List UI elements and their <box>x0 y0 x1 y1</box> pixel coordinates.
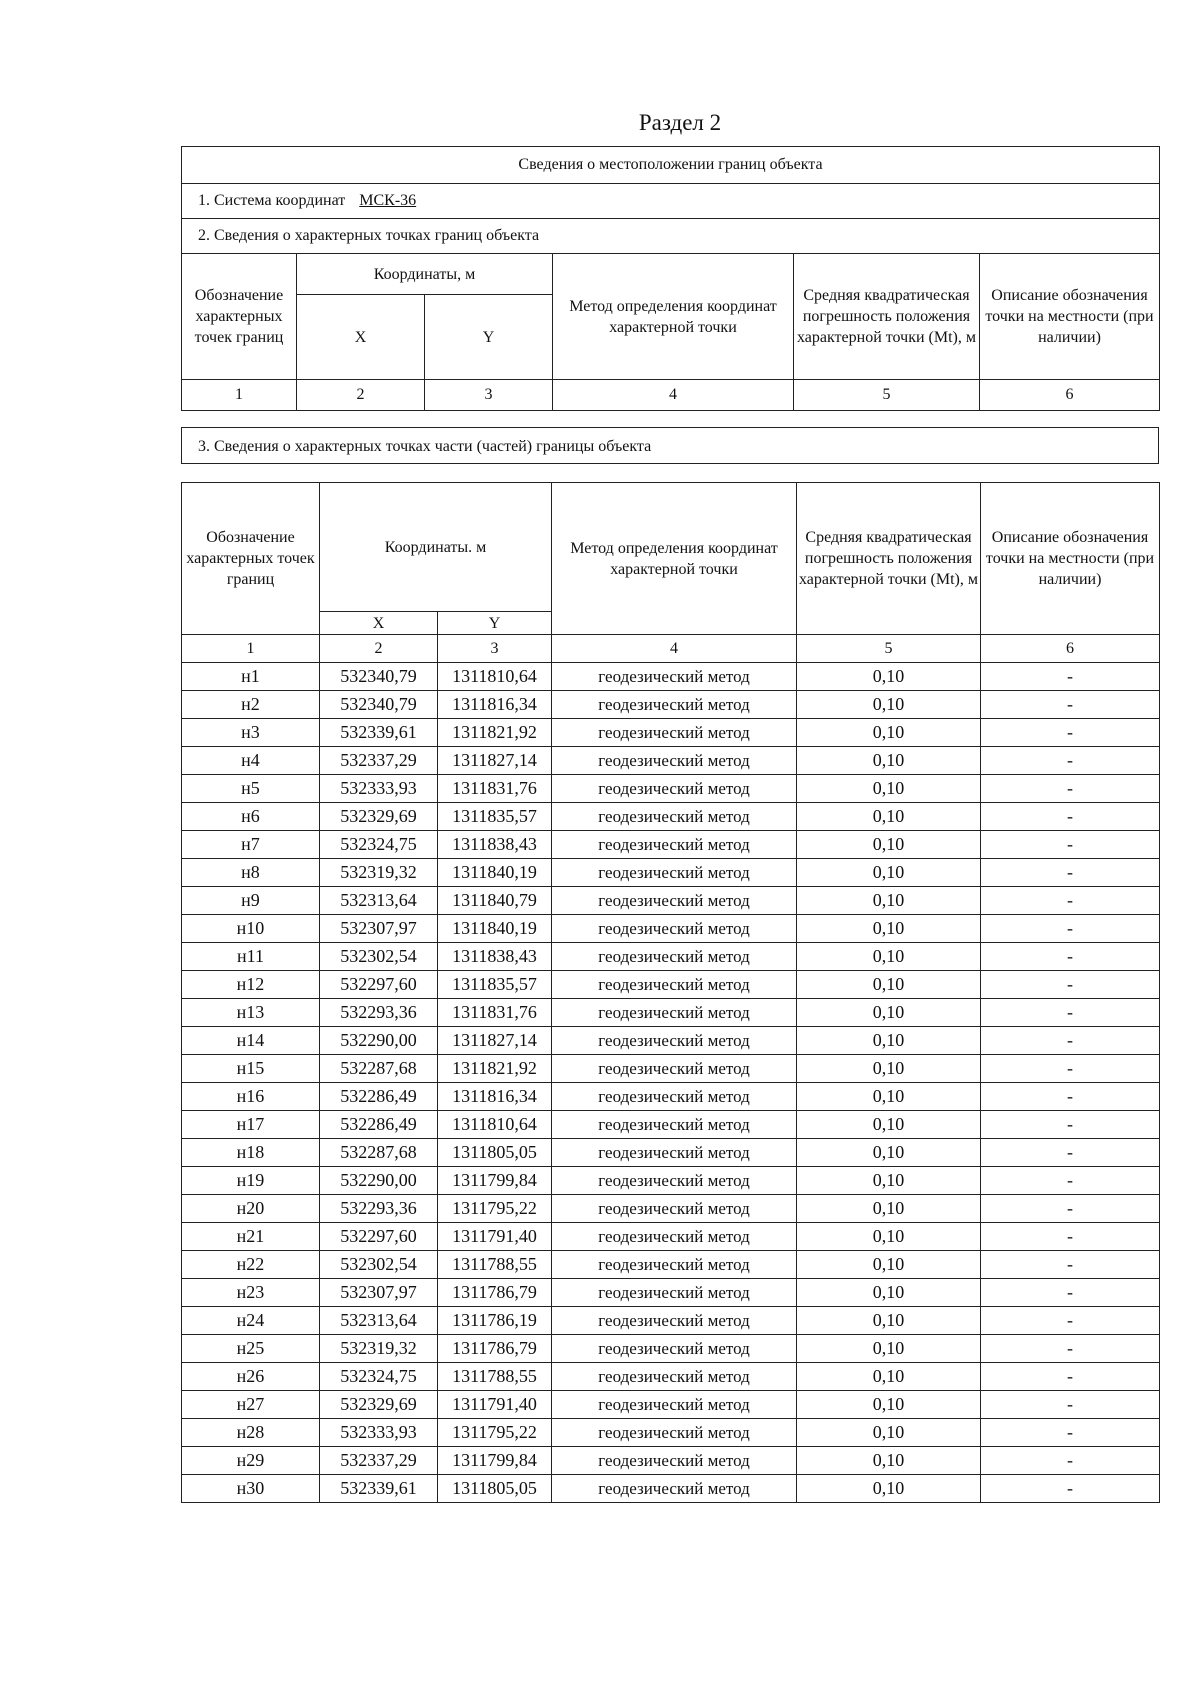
description-cell: - <box>981 1279 1160 1307</box>
col-method-header: Метод определения координат характерной точки <box>553 254 794 380</box>
table-row <box>182 1279 1160 1307</box>
y-coord-cell: 1311835,57 <box>438 971 552 999</box>
x-coord-cell: 532290,00 <box>320 1027 438 1055</box>
y-coord-cell: 1311788,55 <box>438 1251 552 1279</box>
x-coord-cell: 532307,97 <box>320 915 438 943</box>
col-y-header: Y <box>438 612 552 635</box>
error-cell: 0,10 <box>797 1335 981 1363</box>
x-coord-cell: 532333,93 <box>320 775 438 803</box>
x-coord-cell: 532324,75 <box>320 1363 438 1391</box>
table-row <box>182 1027 1160 1055</box>
method-cell: геодезический метод <box>552 1055 797 1083</box>
point-id-cell: н11 <box>182 943 320 971</box>
point-id-cell: н28 <box>182 1419 320 1447</box>
y-coord-cell: 1311786,79 <box>438 1279 552 1307</box>
point-id-cell: н22 <box>182 1251 320 1279</box>
col-number: 3 <box>438 635 552 663</box>
method-cell: геодезический метод <box>552 915 797 943</box>
description-cell: - <box>981 859 1160 887</box>
table-row <box>182 915 1160 943</box>
description-cell: - <box>981 1139 1160 1167</box>
table-row <box>182 1447 1160 1475</box>
description-cell: - <box>981 999 1160 1027</box>
method-cell: геодезический метод <box>552 1363 797 1391</box>
x-coord-cell: 532313,64 <box>320 887 438 915</box>
x-coord-cell: 532337,29 <box>320 747 438 775</box>
y-coord-cell: 1311810,64 <box>438 1111 552 1139</box>
method-cell: геодезический метод <box>552 887 797 915</box>
error-cell: 0,10 <box>797 831 981 859</box>
method-cell: геодезический метод <box>552 999 797 1027</box>
x-coord-cell: 532339,61 <box>320 1475 438 1503</box>
x-coord-cell: 532293,36 <box>320 1195 438 1223</box>
error-cell: 0,10 <box>797 1391 981 1419</box>
table-row <box>182 1055 1160 1083</box>
col-number: 1 <box>182 380 297 411</box>
method-cell: геодезический метод <box>552 1475 797 1503</box>
description-cell: - <box>981 943 1160 971</box>
table-row <box>182 719 1160 747</box>
col-designation-header: Обозначение характерных точек границ <box>182 254 297 380</box>
table-row <box>182 1167 1160 1195</box>
col-number: 6 <box>980 380 1160 411</box>
point-id-cell: н30 <box>182 1475 320 1503</box>
method-cell: геодезический метод <box>552 1223 797 1251</box>
point-id-cell: н3 <box>182 719 320 747</box>
y-coord-cell: 1311788,55 <box>438 1363 552 1391</box>
table-row <box>182 691 1160 719</box>
y-coord-cell: 1311838,43 <box>438 943 552 971</box>
col-error-header: Средняя квадратическая погрешность положения характерной точки (Mt), м <box>797 483 981 635</box>
point-id-cell: н1 <box>182 663 320 691</box>
coord-system-label: 1. Система координат <box>198 192 346 209</box>
x-coord-cell: 532297,60 <box>320 971 438 999</box>
col-number: 4 <box>552 635 797 663</box>
table-row <box>182 1419 1160 1447</box>
point-id-cell: н4 <box>182 747 320 775</box>
error-cell: 0,10 <box>797 803 981 831</box>
y-coord-cell: 1311831,76 <box>438 999 552 1027</box>
error-cell: 0,10 <box>797 1223 981 1251</box>
y-coord-cell: 1311791,40 <box>438 1391 552 1419</box>
boundary-info-header: Сведения о местоположении границ объекта <box>182 147 1160 184</box>
method-cell: геодезический метод <box>552 1419 797 1447</box>
coord-system-row <box>182 184 1160 219</box>
description-cell: - <box>981 1363 1160 1391</box>
col-coordinates-header: Координаты. м <box>320 483 552 612</box>
error-cell: 0,10 <box>797 1111 981 1139</box>
error-cell: 0,10 <box>797 1307 981 1335</box>
section-title: Раздел 2 <box>638 110 722 135</box>
point-id-cell: н27 <box>182 1391 320 1419</box>
boundary-info-table <box>181 146 1160 411</box>
x-coord-cell: 532313,64 <box>320 1307 438 1335</box>
method-cell: геодезический метод <box>552 1195 797 1223</box>
point-id-cell: н17 <box>182 1111 320 1139</box>
y-coord-cell: 1311827,14 <box>438 1027 552 1055</box>
error-cell: 0,10 <box>797 747 981 775</box>
point-id-cell: н2 <box>182 691 320 719</box>
y-coord-cell: 1311821,92 <box>438 719 552 747</box>
y-coord-cell: 1311810,64 <box>438 663 552 691</box>
y-coord-cell: 1311799,84 <box>438 1167 552 1195</box>
x-coord-cell: 532297,60 <box>320 1223 438 1251</box>
error-cell: 0,10 <box>797 1363 981 1391</box>
y-coord-cell: 1311805,05 <box>438 1475 552 1503</box>
point-id-cell: н12 <box>182 971 320 999</box>
description-cell: - <box>981 887 1160 915</box>
x-coord-cell: 532287,68 <box>320 1055 438 1083</box>
y-coord-cell: 1311831,76 <box>438 775 552 803</box>
y-coord-cell: 1311827,14 <box>438 747 552 775</box>
point-id-cell: н6 <box>182 803 320 831</box>
description-cell: - <box>981 747 1160 775</box>
col-designation-header: Обозначение характерных точек границ <box>182 483 320 635</box>
description-cell: - <box>981 803 1160 831</box>
description-cell: - <box>981 1223 1160 1251</box>
table-row <box>182 943 1160 971</box>
table-row <box>182 803 1160 831</box>
table-row <box>182 971 1160 999</box>
description-cell: - <box>981 663 1160 691</box>
description-cell: - <box>981 1027 1160 1055</box>
method-cell: геодезический метод <box>552 971 797 999</box>
error-cell: 0,10 <box>797 1167 981 1195</box>
point-id-cell: н9 <box>182 887 320 915</box>
point-id-cell: н21 <box>182 1223 320 1251</box>
description-cell: - <box>981 719 1160 747</box>
point-id-cell: н15 <box>182 1055 320 1083</box>
point-id-cell: н16 <box>182 1083 320 1111</box>
table-row <box>182 1195 1160 1223</box>
error-cell: 0,10 <box>797 1027 981 1055</box>
y-coord-cell: 1311786,19 <box>438 1307 552 1335</box>
description-cell: - <box>981 1475 1160 1503</box>
error-cell: 0,10 <box>797 915 981 943</box>
error-cell: 0,10 <box>797 1447 981 1475</box>
point-id-cell: н18 <box>182 1139 320 1167</box>
col-description-header: Описание обозначения точки на местности (при наличии) <box>981 483 1160 635</box>
description-cell: - <box>981 1111 1160 1139</box>
description-cell: - <box>981 1167 1160 1195</box>
y-coord-cell: 1311805,05 <box>438 1139 552 1167</box>
method-cell: геодезический метод <box>552 1139 797 1167</box>
x-coord-cell: 532340,79 <box>320 691 438 719</box>
table-row <box>182 747 1160 775</box>
x-coord-cell: 532339,61 <box>320 719 438 747</box>
description-cell: - <box>981 691 1160 719</box>
table-row <box>182 1111 1160 1139</box>
method-cell: геодезический метод <box>552 831 797 859</box>
y-coord-cell: 1311840,19 <box>438 859 552 887</box>
method-cell: геодезический метод <box>552 1083 797 1111</box>
parts-label: 3. Сведения о характерных точках части (частей) границы объекта <box>181 427 1159 464</box>
x-coord-cell: 532337,29 <box>320 1447 438 1475</box>
error-cell: 0,10 <box>797 1195 981 1223</box>
description-cell: - <box>981 775 1160 803</box>
table-row <box>182 1363 1160 1391</box>
table-row <box>182 1139 1160 1167</box>
error-cell: 0,10 <box>797 1055 981 1083</box>
error-cell: 0,10 <box>797 719 981 747</box>
error-cell: 0,10 <box>797 1475 981 1503</box>
error-cell: 0,10 <box>797 663 981 691</box>
y-coord-cell: 1311816,34 <box>438 691 552 719</box>
table-row <box>182 1251 1160 1279</box>
col-number: 2 <box>320 635 438 663</box>
col-number: 3 <box>425 380 553 411</box>
x-coord-cell: 532319,32 <box>320 1335 438 1363</box>
method-cell: геодезический метод <box>552 1279 797 1307</box>
method-cell: геодезический метод <box>552 803 797 831</box>
error-cell: 0,10 <box>797 999 981 1027</box>
table-row <box>182 887 1160 915</box>
col-number: 4 <box>553 380 794 411</box>
description-cell: - <box>981 1055 1160 1083</box>
method-cell: геодезический метод <box>552 1335 797 1363</box>
y-coord-cell: 1311791,40 <box>438 1223 552 1251</box>
table-row <box>182 831 1160 859</box>
point-id-cell: н13 <box>182 999 320 1027</box>
method-cell: геодезический метод <box>552 1251 797 1279</box>
table-row <box>182 1223 1160 1251</box>
x-coord-cell: 532286,49 <box>320 1111 438 1139</box>
error-cell: 0,10 <box>797 775 981 803</box>
table-row <box>182 775 1160 803</box>
y-coord-cell: 1311821,92 <box>438 1055 552 1083</box>
x-coord-cell: 532333,93 <box>320 1419 438 1447</box>
points-label: 2. Сведения о характерных точках границ объекта <box>182 219 1160 254</box>
table-row <box>182 1335 1160 1363</box>
point-id-cell: н26 <box>182 1363 320 1391</box>
y-coord-cell: 1311795,22 <box>438 1195 552 1223</box>
method-cell: геодезический метод <box>552 691 797 719</box>
error-cell: 0,10 <box>797 691 981 719</box>
table-row <box>182 859 1160 887</box>
error-cell: 0,10 <box>797 1419 981 1447</box>
error-cell: 0,10 <box>797 887 981 915</box>
description-cell: - <box>981 1195 1160 1223</box>
col-description-header: Описание обозначения точки на местности (при наличии) <box>980 254 1160 380</box>
method-cell: геодезический метод <box>552 719 797 747</box>
description-cell: - <box>981 1307 1160 1335</box>
method-cell: геодезический метод <box>552 1111 797 1139</box>
point-id-cell: н10 <box>182 915 320 943</box>
description-cell: - <box>981 1447 1160 1475</box>
x-coord-cell: 532302,54 <box>320 943 438 971</box>
x-coord-cell: 532286,49 <box>320 1083 438 1111</box>
y-coord-cell: 1311816,34 <box>438 1083 552 1111</box>
table-row <box>182 1307 1160 1335</box>
method-cell: геодезический метод <box>552 747 797 775</box>
point-id-cell: н29 <box>182 1447 320 1475</box>
col-x-header: X <box>320 612 438 635</box>
point-id-cell: н5 <box>182 775 320 803</box>
method-cell: геодезический метод <box>552 1391 797 1419</box>
table-row <box>182 1083 1160 1111</box>
method-cell: геодезический метод <box>552 859 797 887</box>
method-cell: геодезический метод <box>552 943 797 971</box>
col-number: 5 <box>797 635 981 663</box>
table-row <box>182 999 1160 1027</box>
y-coord-cell: 1311840,79 <box>438 887 552 915</box>
point-id-cell: н24 <box>182 1307 320 1335</box>
coord-system-value: МСК-36 <box>359 192 417 209</box>
error-cell: 0,10 <box>797 1251 981 1279</box>
error-cell: 0,10 <box>797 859 981 887</box>
x-coord-cell: 532324,75 <box>320 831 438 859</box>
x-coord-cell: 532340,79 <box>320 663 438 691</box>
part-points-table <box>181 482 1160 1503</box>
point-id-cell: н23 <box>182 1279 320 1307</box>
description-cell: - <box>981 915 1160 943</box>
method-cell: геодезический метод <box>552 775 797 803</box>
col-coordinates-header: Координаты, м <box>297 254 553 295</box>
x-coord-cell: 532293,36 <box>320 999 438 1027</box>
col-number: 6 <box>981 635 1160 663</box>
x-coord-cell: 532329,69 <box>320 803 438 831</box>
method-cell: геодезический метод <box>552 1447 797 1475</box>
description-cell: - <box>981 831 1160 859</box>
method-cell: геодезический метод <box>552 1027 797 1055</box>
point-id-cell: н19 <box>182 1167 320 1195</box>
description-cell: - <box>981 1083 1160 1111</box>
y-coord-cell: 1311840,19 <box>438 915 552 943</box>
description-cell: - <box>981 1419 1160 1447</box>
point-id-cell: н14 <box>182 1027 320 1055</box>
y-coord-cell: 1311786,79 <box>438 1335 552 1363</box>
error-cell: 0,10 <box>797 1139 981 1167</box>
x-coord-cell: 532287,68 <box>320 1139 438 1167</box>
description-cell: - <box>981 1391 1160 1419</box>
col-y-header: Y <box>425 295 553 380</box>
y-coord-cell: 1311795,22 <box>438 1419 552 1447</box>
col-error-header: Средняя квадратическая погрешность положения характерной точки (Mt), м <box>794 254 980 380</box>
x-coord-cell: 532329,69 <box>320 1391 438 1419</box>
x-coord-cell: 532319,32 <box>320 859 438 887</box>
col-number: 1 <box>182 635 320 663</box>
description-cell: - <box>981 1335 1160 1363</box>
error-cell: 0,10 <box>797 943 981 971</box>
table-row <box>182 1391 1160 1419</box>
method-cell: геодезический метод <box>552 663 797 691</box>
method-cell: геодезический метод <box>552 1167 797 1195</box>
point-id-cell: н20 <box>182 1195 320 1223</box>
description-cell: - <box>981 1251 1160 1279</box>
y-coord-cell: 1311799,84 <box>438 1447 552 1475</box>
y-coord-cell: 1311838,43 <box>438 831 552 859</box>
table-row <box>182 663 1160 691</box>
error-cell: 0,10 <box>797 1279 981 1307</box>
x-coord-cell: 532307,97 <box>320 1279 438 1307</box>
method-cell: геодезический метод <box>552 1307 797 1335</box>
error-cell: 0,10 <box>797 1083 981 1111</box>
x-coord-cell: 532302,54 <box>320 1251 438 1279</box>
col-x-header: X <box>297 295 425 380</box>
description-cell: - <box>981 971 1160 999</box>
x-coord-cell: 532290,00 <box>320 1167 438 1195</box>
col-number: 5 <box>794 380 980 411</box>
col-method-header: Метод определения координат характерной точки <box>552 483 797 635</box>
col-number: 2 <box>297 380 425 411</box>
y-coord-cell: 1311835,57 <box>438 803 552 831</box>
point-id-cell: н8 <box>182 859 320 887</box>
error-cell: 0,10 <box>797 971 981 999</box>
point-id-cell: н7 <box>182 831 320 859</box>
point-id-cell: н25 <box>182 1335 320 1363</box>
table-row <box>182 1475 1160 1503</box>
